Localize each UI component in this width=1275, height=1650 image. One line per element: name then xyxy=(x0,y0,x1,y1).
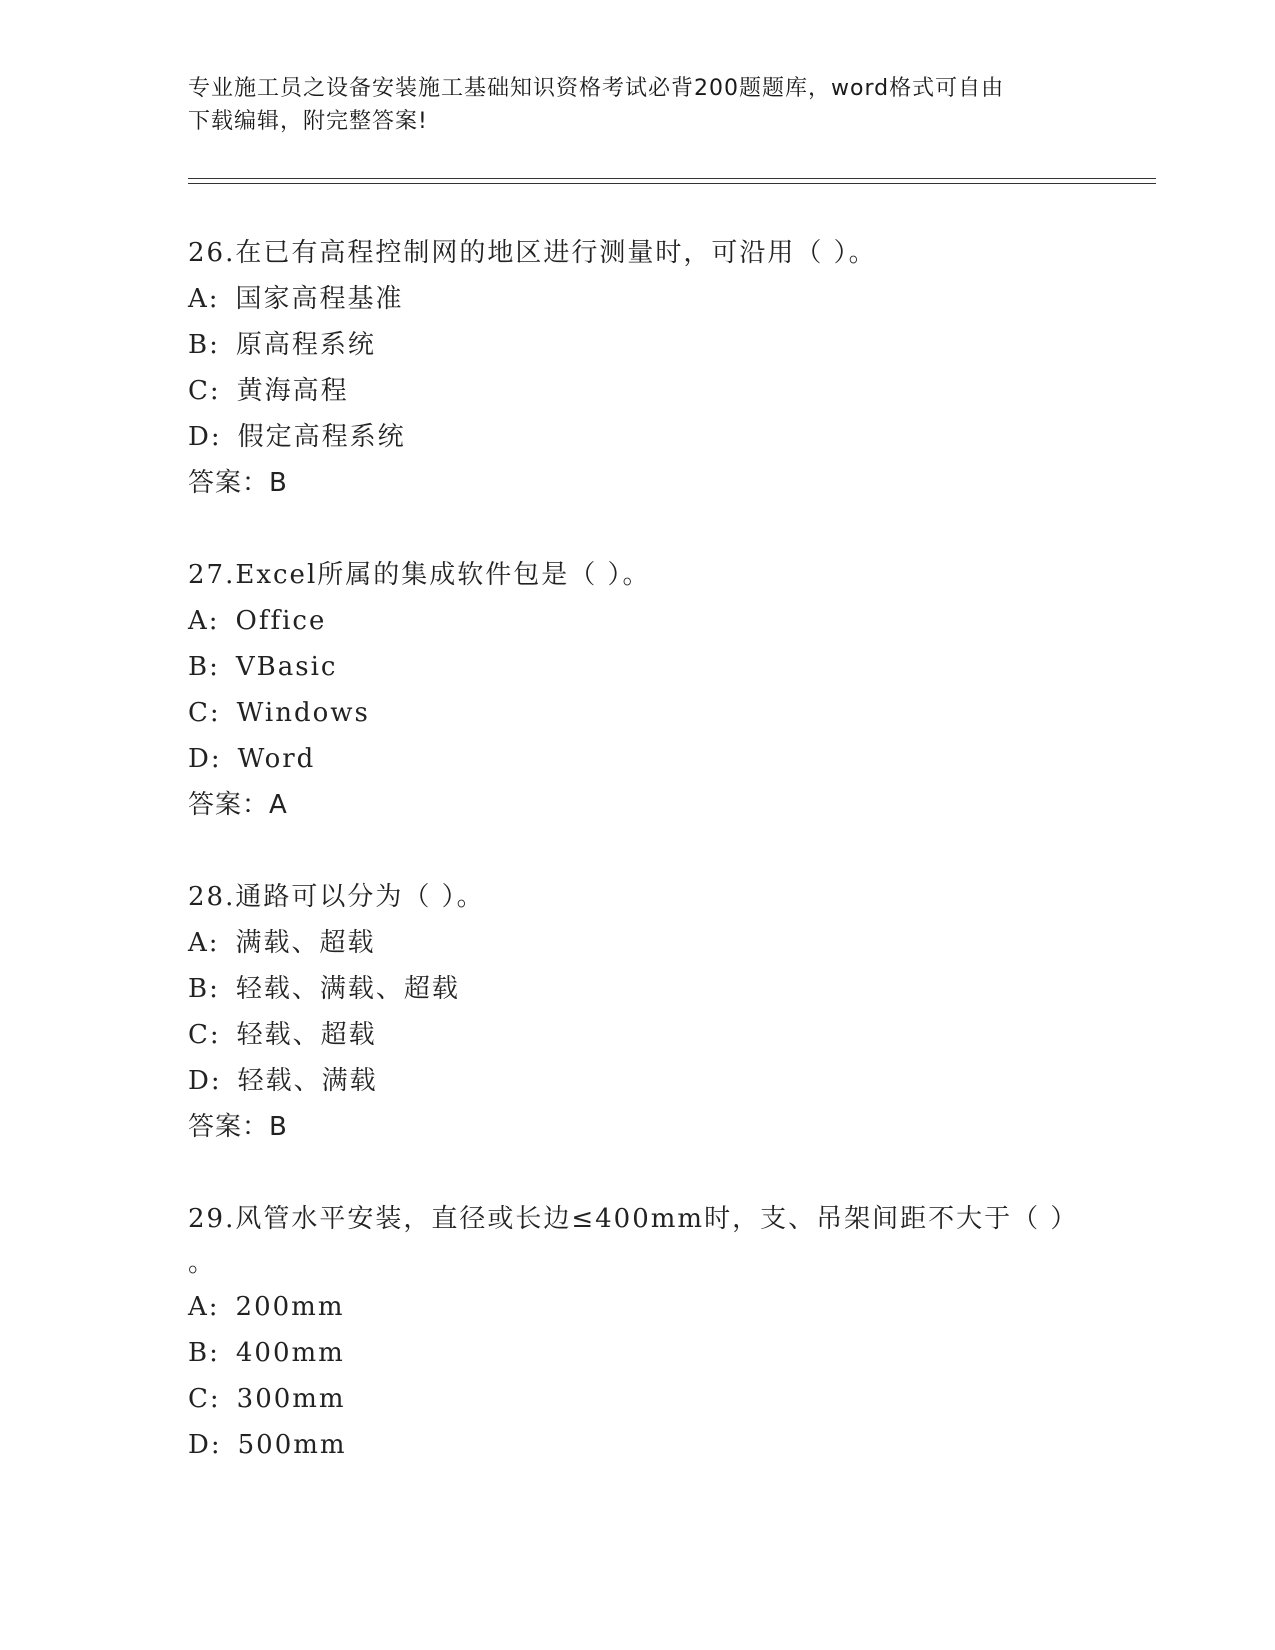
option-text: 原高程系统 xyxy=(235,330,376,360)
option-a xyxy=(188,1284,1108,1330)
option-c xyxy=(188,368,1108,414)
header-divider-bottom xyxy=(188,183,1156,184)
question-29 xyxy=(188,1196,1108,1468)
option-text: Office xyxy=(235,606,327,636)
option-text: 轻载、超载 xyxy=(236,1020,377,1050)
option-label: C: xyxy=(188,1020,221,1050)
option-label: D: xyxy=(188,1066,222,1096)
option-text: 国家高程基准 xyxy=(235,284,404,314)
question-stem: 29.风管水平安装，直径或长边≤400mm时，支、吊架间距不大于（ ） xyxy=(188,1204,1079,1234)
option-label: D: xyxy=(188,422,222,452)
option-label: B: xyxy=(188,974,220,1004)
option-text: 黄海高程 xyxy=(236,376,349,406)
option-text: 300mm xyxy=(236,1384,346,1414)
option-text: 假定高程系统 xyxy=(237,422,406,452)
header-line-2: 下载编辑，附完整答案! xyxy=(188,109,428,134)
header-line-1: 专业施工员之设备安装施工基础知识资格考试必背200题题库，word格式可自由 xyxy=(188,76,1005,101)
option-text: 400mm xyxy=(235,1338,345,1368)
option-text: 轻载、满载、超载 xyxy=(235,974,460,1004)
option-c xyxy=(188,1012,1108,1058)
option-label: D: xyxy=(188,1430,222,1460)
option-text: 轻载、满载 xyxy=(237,1066,378,1096)
document-header xyxy=(188,72,1068,138)
question-stem-continuation: 。 xyxy=(188,1248,217,1278)
option-text: 满载、超载 xyxy=(235,928,376,958)
question-stem: 26.在已有高程控制网的地区进行测量时，可沿用（ ）。 xyxy=(188,238,877,268)
question-stem: 28.通路可以分为（ ）。 xyxy=(188,882,485,912)
option-text: 200mm xyxy=(235,1292,345,1322)
option-b xyxy=(188,644,1108,690)
option-a xyxy=(188,276,1108,322)
option-label: A: xyxy=(188,284,220,314)
option-label: B: xyxy=(188,330,220,360)
option-label: C: xyxy=(188,1384,221,1414)
option-text: 500mm xyxy=(237,1430,347,1460)
option-a xyxy=(188,920,1108,966)
option-a xyxy=(188,598,1108,644)
option-text: Word xyxy=(237,744,316,774)
option-label: A: xyxy=(188,1292,220,1322)
option-b xyxy=(188,322,1108,368)
option-label: A: xyxy=(188,928,220,958)
answer-line: 答案：B xyxy=(188,468,288,498)
option-label: B: xyxy=(188,652,220,682)
answer-line: 答案：B xyxy=(188,1112,288,1142)
question-28 xyxy=(188,874,1108,1150)
option-d xyxy=(188,1058,1108,1104)
option-b xyxy=(188,1330,1108,1376)
option-label: A: xyxy=(188,606,220,636)
option-label: D: xyxy=(188,744,222,774)
option-d xyxy=(188,736,1108,782)
option-c xyxy=(188,1376,1108,1422)
question-26 xyxy=(188,230,1108,506)
option-b xyxy=(188,966,1108,1012)
header-divider-top xyxy=(188,178,1156,179)
option-text: VBasic xyxy=(235,652,338,682)
question-27 xyxy=(188,552,1108,828)
option-text: Windows xyxy=(236,698,370,728)
option-label: B: xyxy=(188,1338,220,1368)
option-d xyxy=(188,1422,1108,1468)
answer-line: 答案：A xyxy=(188,790,288,820)
option-c xyxy=(188,690,1108,736)
option-d xyxy=(188,414,1108,460)
option-label: C: xyxy=(188,698,221,728)
question-stem: 27.Excel所属的集成软件包是（ ）。 xyxy=(188,560,651,590)
option-label: C: xyxy=(188,376,221,406)
